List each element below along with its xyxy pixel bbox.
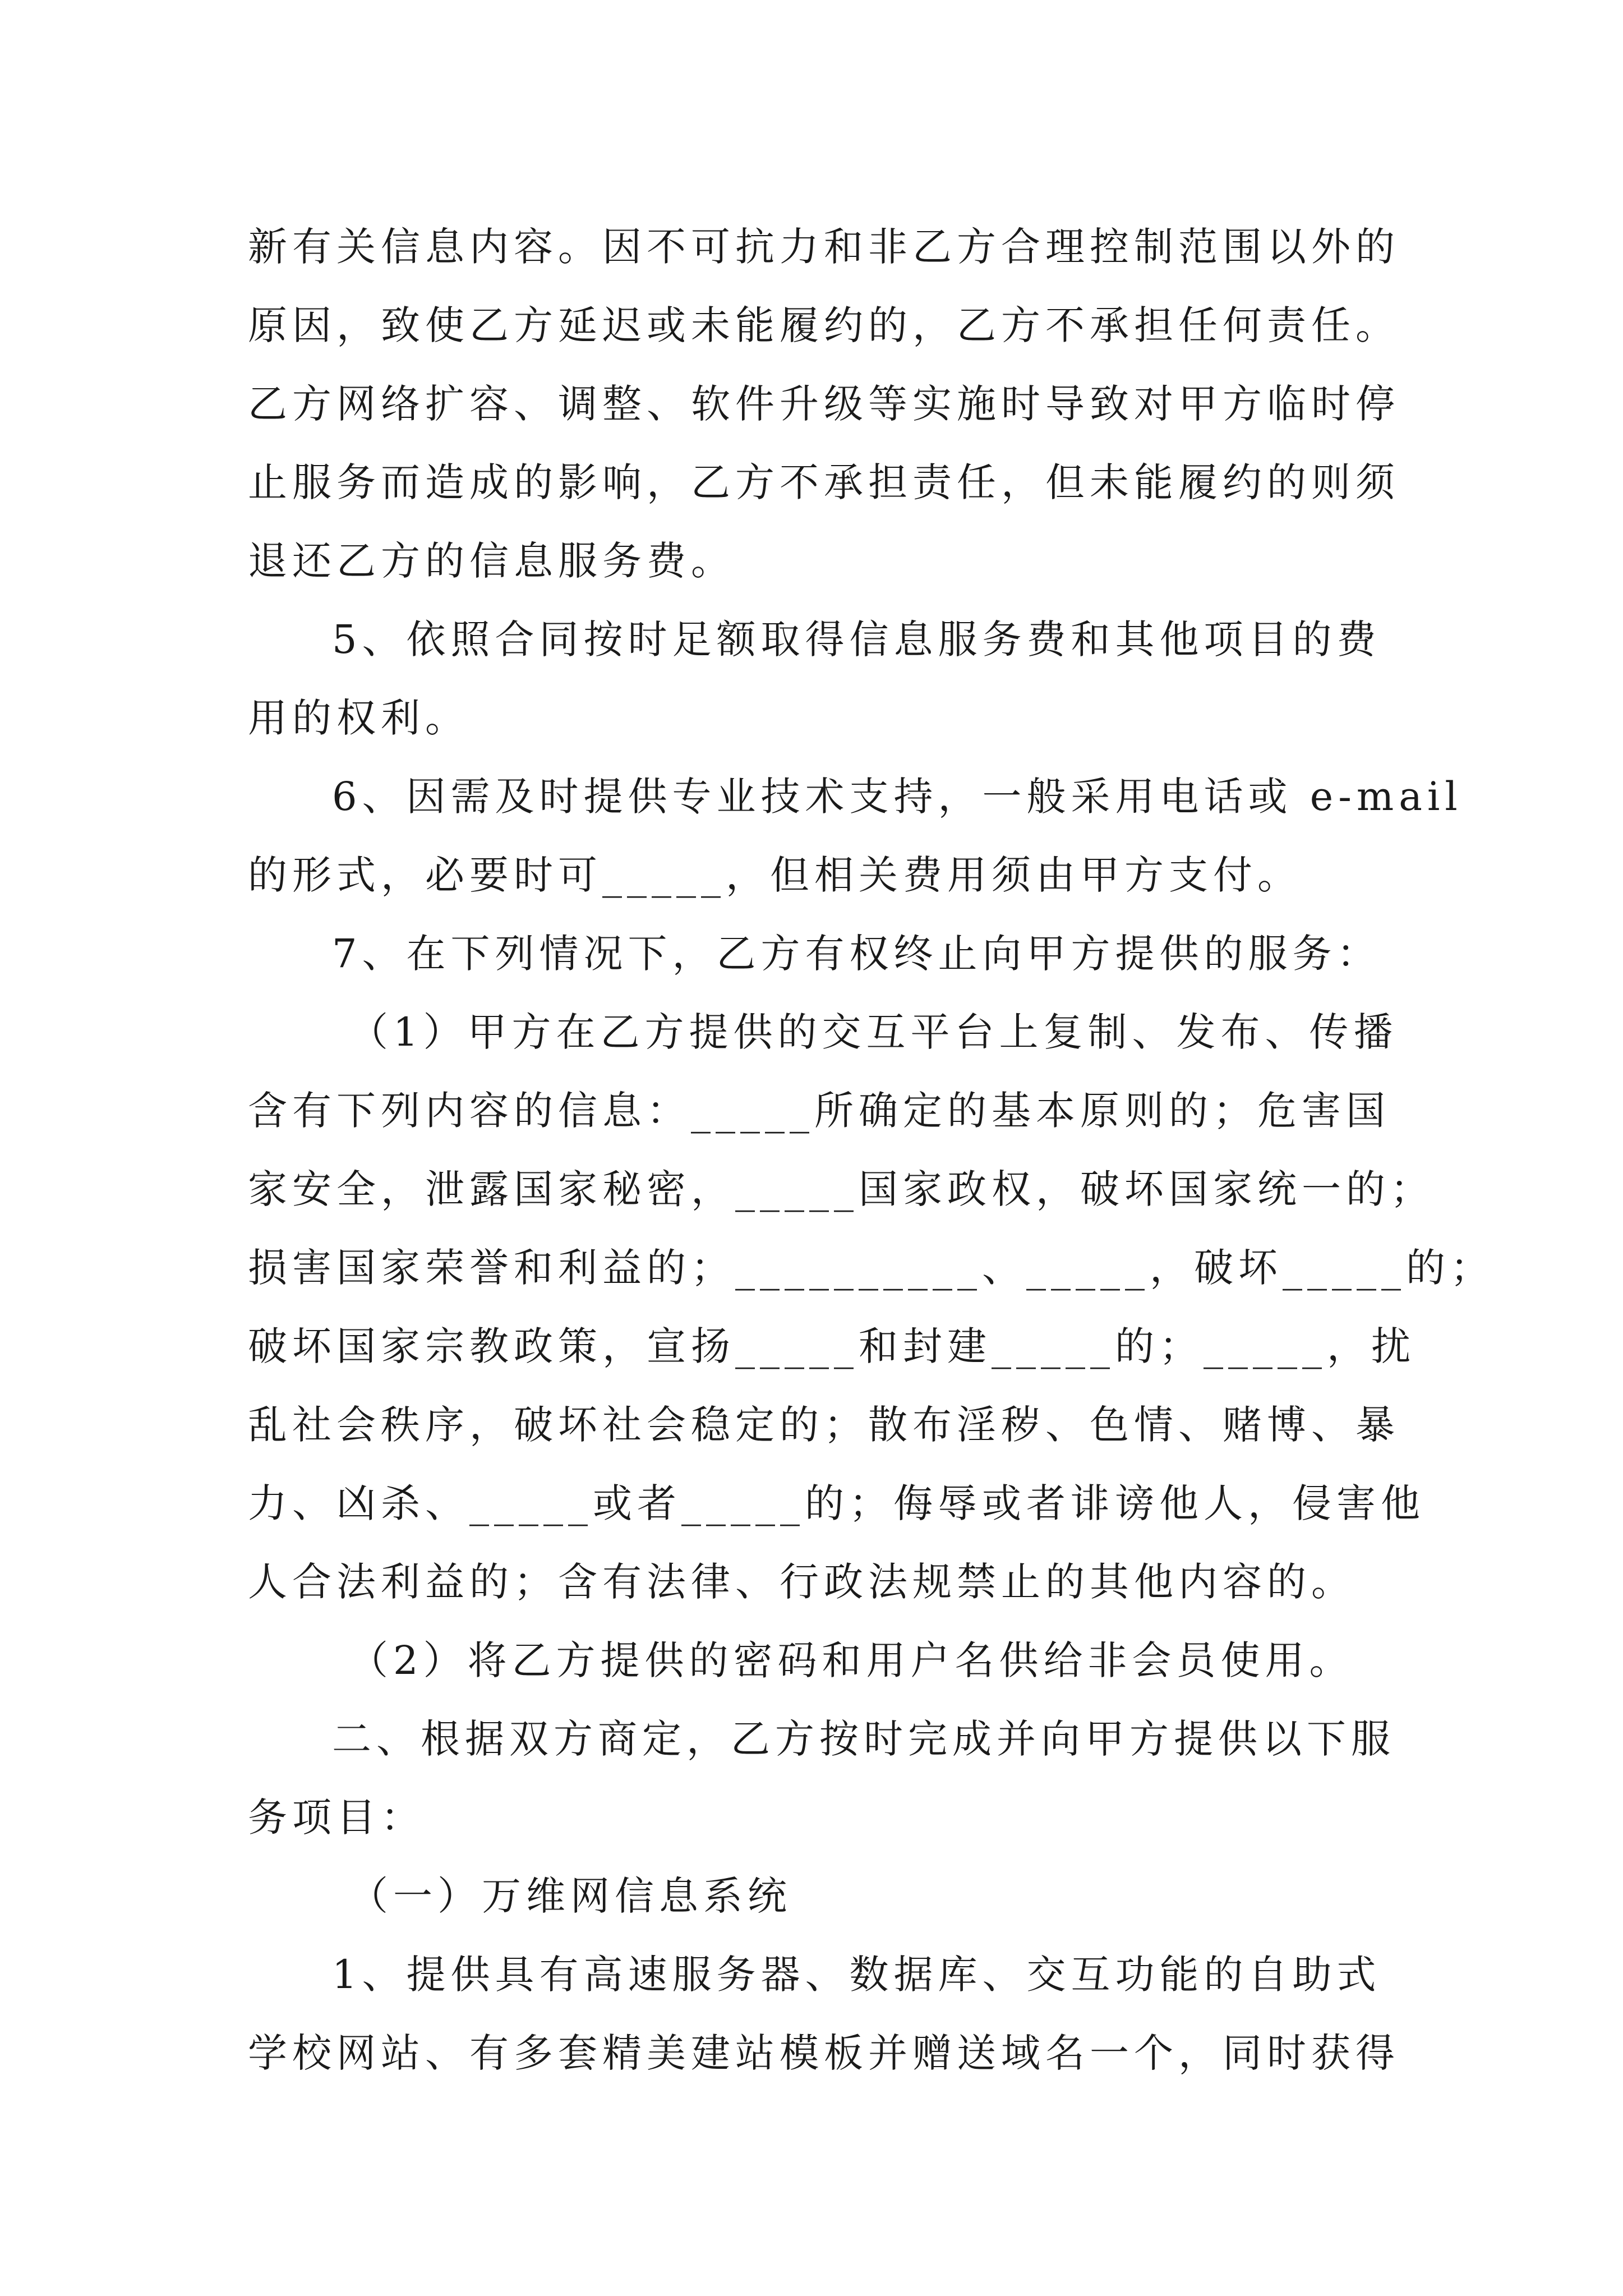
clause-1-start: （1）甲方在乙方提供的交互平台上复制、发布、传播 [349, 1009, 1398, 1055]
body-line: 破坏国家宗教政策，宣扬_____和封建_____的；_____，扰 [248, 1323, 1415, 1369]
section-2-heading: 二、根据双方商定，乙方按时完成并向甲方提供以下服 [332, 1716, 1395, 1762]
clause-2: （2）将乙方提供的密码和用户名供给非会员使用。 [349, 1637, 1354, 1683]
body-line: 务项目： [248, 1795, 425, 1841]
paragraph-7-start: 7、在下列情况下，乙方有权终止向甲方提供的服务： [332, 931, 1381, 977]
body-line: 原因，致使乙方延迟或未能履约的，乙方不承担任何责任。 [248, 302, 1400, 348]
body-line: 损害国家荣誉和利益的；__________、_____，破坏_____的； [248, 1245, 1495, 1291]
body-line: 人合法利益的；含有法律、行政法规禁止的其他内容的。 [248, 1559, 1355, 1605]
body-line: 学校网站、有多套精美建站模板并赠送域名一个，同时获得 [248, 2030, 1400, 2076]
body-line: 乱社会秩序，破坏社会稳定的；散布淫秽、色情、赌博、暴 [248, 1402, 1400, 1448]
body-line: 乙方网络扩容、调整、软件升级等实施时导致对甲方临时停 [248, 381, 1400, 427]
body-line: 家安全，泄露国家秘密，_____国家政权，破坏国家统一的； [248, 1166, 1435, 1212]
body-line: 用的权利。 [248, 695, 469, 741]
item-1-start: 1、提供具有高速服务器、数据库、交互功能的自助式 [332, 1952, 1381, 1998]
paragraph-6-start: 6、因需及时提供专业技术支持，一般采用电话或 e-mail [332, 774, 1463, 820]
body-line: 新有关信息内容。因不可抗力和非乙方合理控制范围以外的 [248, 224, 1400, 270]
body-line: 力、凶杀、_____或者_____的；侮辱或者诽谤他人，侵害他 [248, 1480, 1425, 1526]
body-line: 止服务而造成的影响，乙方不承担责任，但未能履约的则须 [248, 459, 1400, 505]
subsection-1-heading: （一）万维网信息系统 [349, 1873, 792, 1919]
body-line: 退还乙方的信息服务费。 [248, 538, 735, 584]
paragraph-5-start: 5、依照合同按时足额取得信息服务费和其他项目的费 [332, 616, 1381, 662]
body-line: 的形式，必要时可_____，但相关费用须由甲方支付。 [248, 852, 1302, 898]
document-body [248, 208, 1495, 2092]
body-line: 含有下列内容的信息：_____所确定的基本原则的；危害国 [248, 1088, 1390, 1134]
